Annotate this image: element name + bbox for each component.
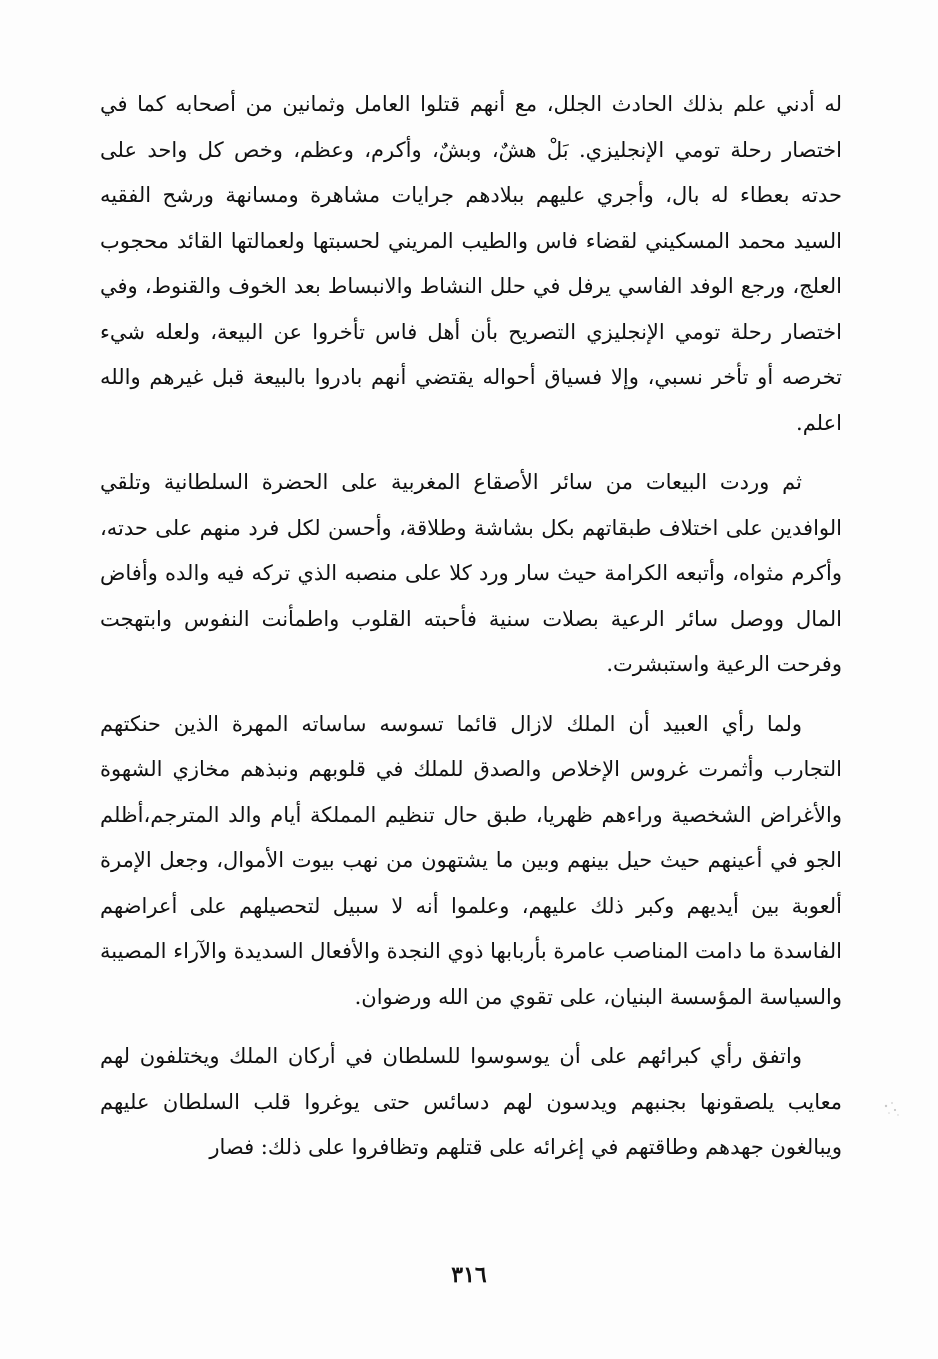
scan-speck <box>880 1098 902 1120</box>
paragraph-2: ثم وردت البيعات من سائر الأصقاع المغربية على الحضرة السلطانية وتلقي الوافدين على اختلاف طبقاتهم بكل بشاشة وطلاقة، وأحسن لكل فرد منهم على حدته، وأكرم مثواه، وأتبعه الكرامة حيث سار ورد كلا على منصبه الذي تركه فيه والده وأفاض المال ووصل سائر الرعية بصلات سنية فأحبته القلوب واطمأنت النفوس وابتهجت وفرحت الرعية واستبشرت. <box>100 470 842 676</box>
body-text <box>100 82 842 1185</box>
paragraph-4: واتفق رأي كبرائهم على أن يوسوسوا للسلطان في أركان الملك ويختلفون لهم معايب يلصقونها بجنبهم ويدسون لهم دسائس حتى يوغروا قلب السلطان عليهم ويبالغون جهدهم وطاقتهم في إغرائه على قتلهم وتظافروا على ذلك: فصار <box>100 1044 842 1159</box>
page-number: ٣١٦ <box>451 1262 487 1288</box>
paragraph-3: ولما رأي العبيد أن الملك لازال قائما تسوسه ساساته المهرة الذين حنكتهم التجارب وأثمرت غروس الإخلاص والصدق للملك في قلوبهم ونبذهم مخازي الشهوة والأغراض الشخصية وراءهم ظهريا، طبق حال تنظيم المملكة أيام والد المترجم،أظلم الجو في أعينهم حيث حيل بينهم وبين ما يشتهون من نهب بيوت الأموال، وجعل الإمرة ألعوبة بين أيديهم وكبر ذلك عليهم، وعلموا أنه لا سبيل لتحصيلهم على أعراضهم الفاسدة ما دامت المناصب عامرة بأربابها ذوي النجدة والأفعال السديدة والآراء المصيبة والسياسة المؤسسة البنيان، على تقوي من الله ورضوان. <box>100 711 842 1009</box>
paragraph-1: له أدني علم بذلك الحادث الجلل، مع أنهم قتلوا العامل وثمانين من أصحابه كما في اختصار رحلة تومي الإنجليزي. بَلْ هشٌ، وبشٌ، وأكرم، وعظم، وخص كل واحد على حدته بعطاء له بال، وأجري عليهم ببلادهم جرايات مشاهرة ومسانهة ورشح الفقيه السيد محمد المسكيني لقضاء فاس والطيب المريني لحسبتها ولعمالتها القائد محجوب العلج، ورجع الوفد الفاسي يرفل في حلل النشاط والانبساط بعد الخوف والقنوط، وفي اختصار رحلة تومي الإنجليزي التصريح بأن أهل فاس تأخروا عن البيعة، ولعله شيء تخرصه أو تأخر نسبي، وإلا فسياق أحواله يقتضي أنهم بادروا بالبيعة قبل غيرهم والله اعلم. <box>100 92 842 435</box>
